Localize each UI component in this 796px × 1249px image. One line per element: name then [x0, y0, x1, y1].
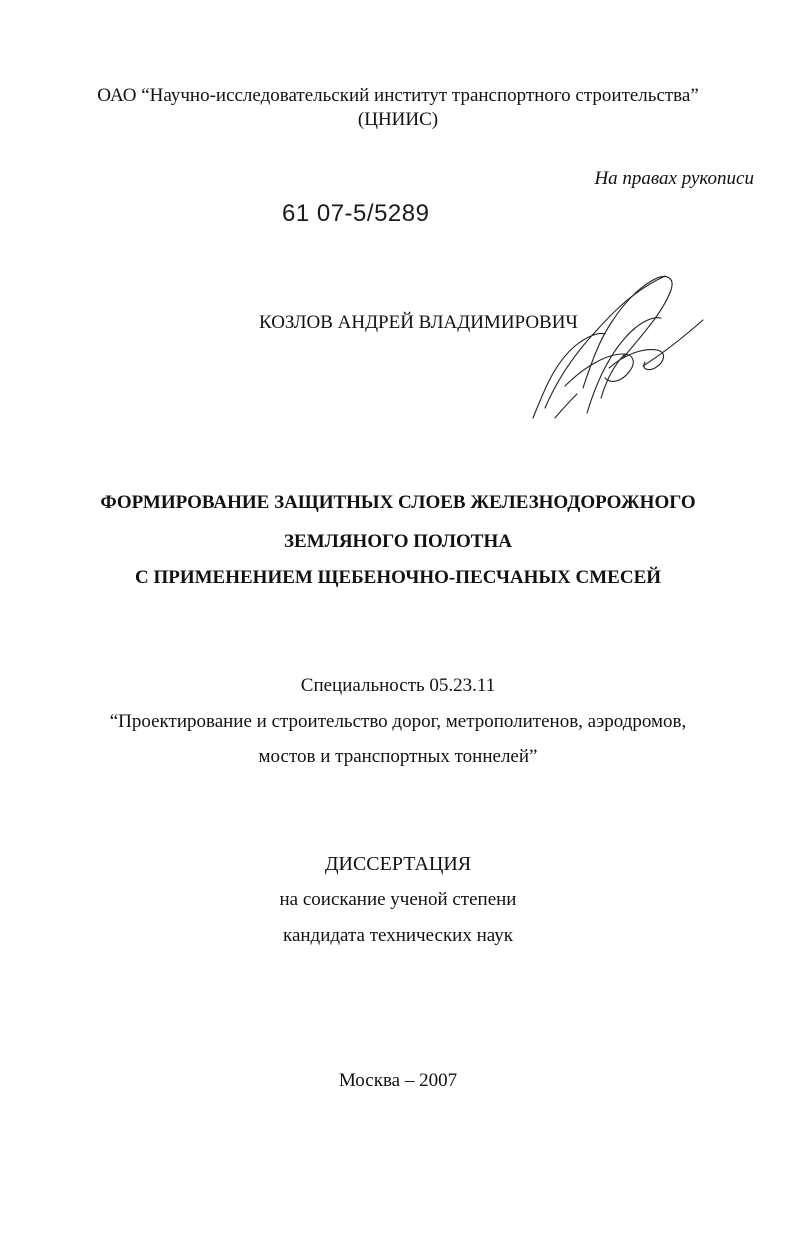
- specialty-name-line-2: мостов и транспортных тоннелей”: [258, 746, 538, 767]
- dissertation-purpose: на соискание ученой степени: [279, 889, 517, 910]
- rights-note: На правах рукописи: [594, 168, 754, 189]
- dissertation-label: ДИССЕРТАЦИЯ: [324, 853, 472, 875]
- author-name: КОЗЛОВ АНДРЕЙ ВЛАДИМИРОВИЧ: [259, 312, 578, 333]
- title-line-2: ЗЕМЛЯНОГО ПОЛОТНА: [284, 531, 512, 552]
- title-line-1: ФОРМИРОВАНИЕ ЗАЩИТНЫХ СЛОЕВ ЖЕЛЕЗНОДОРОЖНОГО: [100, 492, 696, 513]
- signature-image: [525, 268, 710, 428]
- organization-abbreviation: (ЦНИИС): [357, 109, 439, 130]
- archive-stamp: 61 07-5/5289: [282, 200, 430, 227]
- place-year: Москва – 2007: [338, 1070, 458, 1091]
- specialty-code: Специальность 05.23.11: [300, 675, 496, 696]
- title-line-3: С ПРИМЕНЕНИЕМ ЩЕБЕНОЧНО-ПЕСЧАНЫХ СМЕСЕЙ: [134, 567, 662, 588]
- specialty-name-line-1: “Проектирование и строительство дорог, метрополитенов, аэродромов,: [109, 711, 687, 732]
- dissertation-degree: кандидата технических наук: [283, 925, 513, 946]
- organization-name: ОАО “Научно-исследовательский институт транспортного строительства”: [97, 85, 699, 106]
